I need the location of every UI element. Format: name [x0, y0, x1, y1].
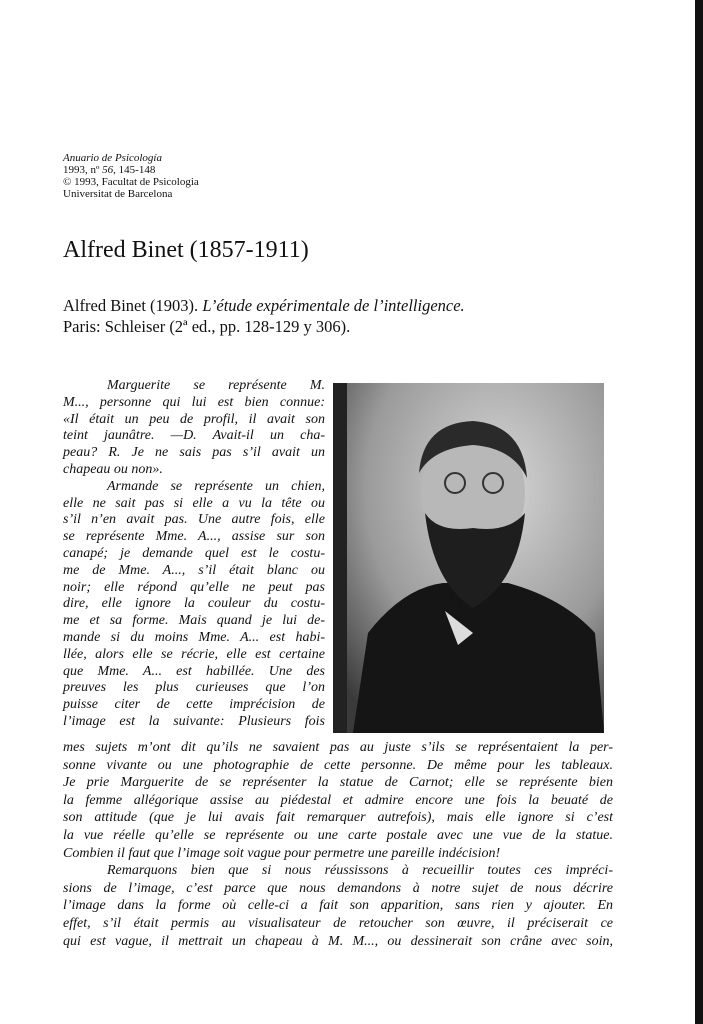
text-line: l’image dans la forme où celle-ci a fait son apparition, sans rien y ajouter. En [63, 898, 613, 914]
text-line: la femme allégorique assise au piédestal et admire encore une fois la beuaté de [63, 792, 613, 808]
text-line: s’il n’en avait pas. Une autre fois, elle [63, 512, 325, 528]
text-line: effet, s’il était permis au visualisateur de retoucher son œuvre, il préciserait ce [63, 915, 613, 931]
text-line: Remarquons bien que si nous réussissons à recueillir toutes ces impréci- [107, 863, 613, 879]
text-line: teint jaunâtre. —D. Avait-il un cha- [63, 428, 325, 444]
issue-number: 56 [102, 164, 114, 176]
text-line: llée, alors elle se récrie, elle est certaine [63, 646, 325, 662]
text-line: «Il était un peu de profil, il avait son [63, 411, 325, 427]
reference-publisher: Paris: Schleiser (2ª ed., pp. 128-129 y 306). [63, 317, 351, 336]
text-line: noir; elle répond qu’elle ne peut pas [63, 579, 325, 595]
text-line: son attitude (que je lui avais fait remarquer autrefois), mais elle ignore si c’est [63, 810, 613, 826]
portrait-photo [333, 383, 604, 733]
text-line: que Mme. A... est habillée. Une des [63, 663, 325, 679]
column-text [63, 378, 325, 731]
text-line: Combien il faut que l’image soit vague pour permetre une pareille indécision! [63, 845, 501, 861]
text-line: elle ne sait pas si elle a vu la tête ou [63, 495, 325, 511]
text-line: Je prie Marguerite de se représenter la statue de Carnot; elle se représente bien [63, 775, 613, 791]
text-line: me de Mme. A..., s’il était blanc ou [63, 562, 325, 578]
text-line: qui est vague, il mettrait un chapeau à M. M..., ou dessinerait son crâne avec soin, [63, 933, 613, 949]
reference-work: L’étude expérimentale de l’intelligence. [202, 296, 465, 315]
body-text [63, 739, 613, 950]
text-line: sions de l’image, c’est parce que nous demandons à notre sujet de nous décrire [63, 880, 613, 896]
university: Universitat de Barcelona [63, 188, 173, 200]
text-line: M..., personne qui lui est bien connue: [63, 394, 325, 410]
text-line: Armande se représente un chien, [107, 478, 325, 494]
text-line: mande si du moins Mme. A... est habi- [63, 629, 325, 645]
text-line: se représente Mme. A..., assise sur son [63, 529, 325, 545]
reference-author: Alfred Binet (1903). [63, 296, 203, 315]
text-line: chapeau ou non». [63, 461, 163, 477]
text-line: la vue réelle qu’elle se représente ou une carte postale avec une vue de la statue. [63, 827, 613, 843]
journal-name: Anuario de Psicología [63, 152, 162, 164]
text-line: sonne vivante ou une photographie de cette personne. De même pour les tableaux. [63, 757, 613, 773]
copyright: © 1993, Facultat de Psicologia [63, 176, 199, 188]
text-line: dire, elle ignore la couleur du costu- [63, 596, 325, 612]
issue-prefix: 1993, nº [63, 164, 103, 176]
page-range: , 145-148 [113, 164, 156, 176]
text-line: peau? R. Je ne sais pas s’il avait un [63, 445, 325, 461]
text-line: preuves les plus curieuses que l’on [63, 680, 325, 696]
scan-border [695, 0, 703, 1024]
text-line: Marguerite se représente M. [107, 378, 325, 393]
text-line: l’image est la suivante: Plusieurs fois [63, 713, 325, 729]
text-line: canapé; je demande quel est le costu- [63, 545, 325, 561]
text-line: me et sa forme. Mais quand je lui de- [63, 613, 325, 629]
text-line: puisse citer de cette imprécision de [63, 697, 325, 713]
journal-info [63, 152, 199, 200]
reference [63, 295, 465, 337]
page-title: Alfred Binet (1857-1911) [63, 237, 309, 263]
text-line: mes sujets m’ont dit qu’ils ne savaient pas au juste s’ils se représentaient la per- [63, 740, 613, 755]
